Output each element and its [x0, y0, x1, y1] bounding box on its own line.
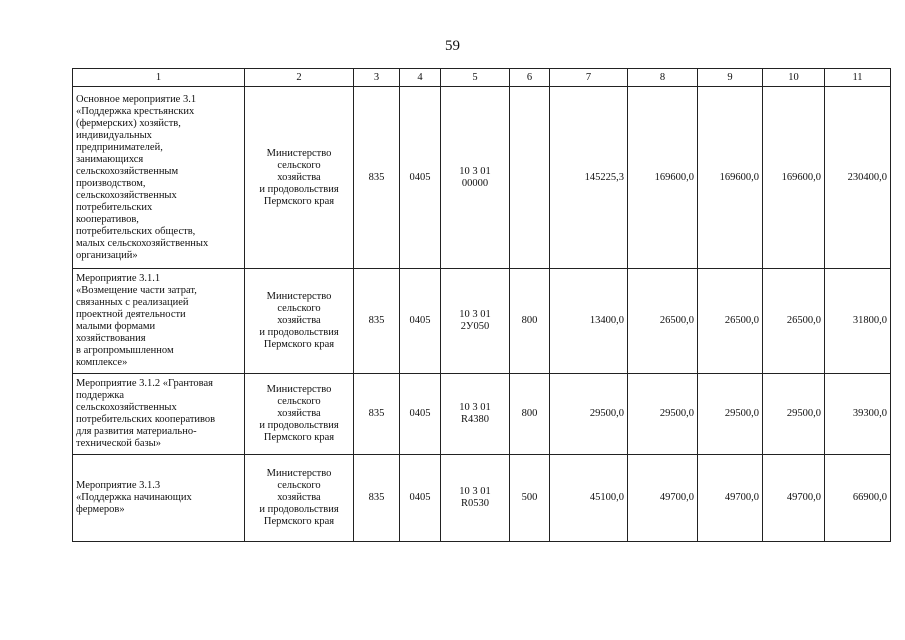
grbs-cell: 835: [354, 269, 400, 374]
text-line: 10 3 01: [459, 165, 491, 177]
text-line: Мероприятие 3.1.1: [76, 273, 161, 284]
text-line: Основное мероприятие 3.1: [76, 93, 197, 105]
text-line: малыми формами: [76, 321, 156, 332]
value-cell: 39300,0: [825, 374, 891, 455]
text-line: сельского: [277, 480, 321, 491]
text-line: потребительских обществ,: [76, 225, 196, 237]
value-cell: 13400,0: [550, 269, 628, 374]
rzpr-cell: 0405: [400, 374, 441, 455]
text-line: Пермского края: [263, 339, 335, 350]
value-cell: 45100,0: [550, 455, 628, 542]
column-header: 4: [400, 69, 441, 87]
text-line: R4380: [460, 414, 489, 425]
organization-cell: [245, 374, 354, 455]
organization-cell: [245, 87, 354, 269]
table-row: [73, 87, 891, 269]
grbs-cell: 835: [354, 374, 400, 455]
activity-name-cell: [73, 87, 245, 269]
text-line: производством,: [76, 177, 146, 189]
csr-cell: [441, 269, 510, 374]
text-line: кооперативов,: [76, 213, 139, 225]
text-line: (фермерских) хозяйств,: [76, 117, 181, 129]
text-line: и продовольствия: [259, 183, 339, 195]
text-line: «Поддержка крестьянских: [76, 105, 195, 117]
text-line: сельского: [277, 303, 321, 314]
value-cell: 66900,0: [825, 455, 891, 542]
text-line: сельскохозяйственных: [76, 189, 177, 201]
text-line: и продовольствия: [259, 327, 339, 338]
text-line: Министерство: [266, 468, 332, 479]
text-line: технической базы»: [76, 438, 161, 449]
vr-cell: 800: [510, 269, 550, 374]
text-line: и продовольствия: [259, 420, 339, 431]
text-line: потребительских: [76, 201, 153, 213]
grbs-cell: 835: [354, 87, 400, 269]
table-row: [73, 374, 891, 455]
text-line: хозяйствования: [76, 333, 146, 344]
vr-cell: 800: [510, 374, 550, 455]
text-line: комплексе»: [76, 357, 128, 368]
value-cell: 49700,0: [698, 455, 763, 542]
table-row: [73, 455, 891, 542]
text-line: малых сельскохозяйственных: [76, 237, 209, 249]
value-cell: 29500,0: [763, 374, 825, 455]
header-row: [73, 69, 891, 87]
value-cell: 145225,3: [550, 87, 628, 269]
csr-cell: [441, 455, 510, 542]
value-cell: 29500,0: [698, 374, 763, 455]
text-line: сельскохозяйственных: [76, 402, 177, 413]
table-row: [73, 269, 891, 374]
csr-cell: [441, 87, 510, 269]
column-header: 3: [354, 69, 400, 87]
text-line: потребительских кооперативов: [76, 414, 216, 425]
text-line: Пермского края: [263, 432, 335, 443]
text-line: «Возмещение части затрат,: [76, 285, 197, 296]
activity-name-cell: [73, 374, 245, 455]
column-header: 2: [245, 69, 354, 87]
vr-cell: 500: [510, 455, 550, 542]
activity-name-cell: [73, 455, 245, 542]
text-line: для развития материально-: [76, 426, 197, 437]
text-line: хозяйства: [277, 408, 321, 419]
text-line: Министерство: [266, 291, 332, 302]
csr-cell: [441, 374, 510, 455]
text-line: 00000: [461, 177, 489, 189]
text-line: 2У050: [460, 321, 490, 332]
text-line: и продовольствия: [259, 504, 339, 515]
text-line: 10 3 01: [459, 486, 491, 497]
text-line: поддержка: [76, 390, 125, 401]
value-cell: 49700,0: [628, 455, 698, 542]
organization-cell: [245, 269, 354, 374]
value-cell: 169600,0: [763, 87, 825, 269]
text-line: в агропромышленном: [76, 345, 174, 356]
value-cell: 29500,0: [628, 374, 698, 455]
text-line: R0530: [460, 498, 489, 509]
column-header: 5: [441, 69, 510, 87]
value-cell: 169600,0: [698, 87, 763, 269]
value-cell: 26500,0: [698, 269, 763, 374]
text-line: 10 3 01: [459, 402, 491, 413]
text-line: Министерство: [266, 147, 332, 159]
value-cell: 26500,0: [628, 269, 698, 374]
vr-cell: [510, 87, 550, 269]
text-line: 10 3 01: [459, 309, 491, 320]
rzpr-cell: 0405: [400, 269, 441, 374]
value-cell: 169600,0: [628, 87, 698, 269]
text-line: хозяйства: [277, 171, 321, 183]
value-cell: 29500,0: [550, 374, 628, 455]
text-line: сельского: [277, 396, 321, 407]
text-line: Пермского края: [263, 195, 335, 207]
text-line: связанных с реализацией: [76, 297, 189, 308]
value-cell: 31800,0: [825, 269, 891, 374]
column-header: 10: [763, 69, 825, 87]
text-line: Пермского края: [263, 516, 335, 527]
text-line: предпринимателей,: [76, 141, 163, 153]
grbs-cell: 835: [354, 455, 400, 542]
page-number: 59: [445, 38, 460, 54]
text-line: Министерство: [266, 384, 332, 395]
column-header: 1: [73, 69, 245, 87]
budget-table: [72, 68, 891, 542]
text-line: занимающихся: [76, 153, 144, 165]
value-cell: 49700,0: [763, 455, 825, 542]
column-header: 8: [628, 69, 698, 87]
text-line: Мероприятие 3.1.3: [76, 480, 161, 491]
rzpr-cell: 0405: [400, 87, 441, 269]
text-line: Мероприятие 3.1.2 «Грантовая: [76, 378, 213, 389]
text-line: хозяйства: [277, 315, 321, 326]
organization-cell: [245, 455, 354, 542]
text-line: сельского: [277, 159, 321, 171]
text-line: хозяйства: [277, 492, 321, 503]
value-cell: 230400,0: [825, 87, 891, 269]
column-header: 9: [698, 69, 763, 87]
column-header: 11: [825, 69, 891, 87]
text-line: проектной деятельности: [76, 309, 186, 320]
text-line: организаций»: [76, 249, 138, 261]
column-header: 7: [550, 69, 628, 87]
value-cell: 26500,0: [763, 269, 825, 374]
column-header: 6: [510, 69, 550, 87]
rzpr-cell: 0405: [400, 455, 441, 542]
text-line: «Поддержка начинающих: [76, 492, 192, 503]
text-line: фермеров»: [76, 504, 125, 515]
text-line: индивидуальных: [76, 129, 152, 141]
activity-name-cell: [73, 269, 245, 374]
text-line: сельскохозяйственным: [76, 165, 179, 177]
